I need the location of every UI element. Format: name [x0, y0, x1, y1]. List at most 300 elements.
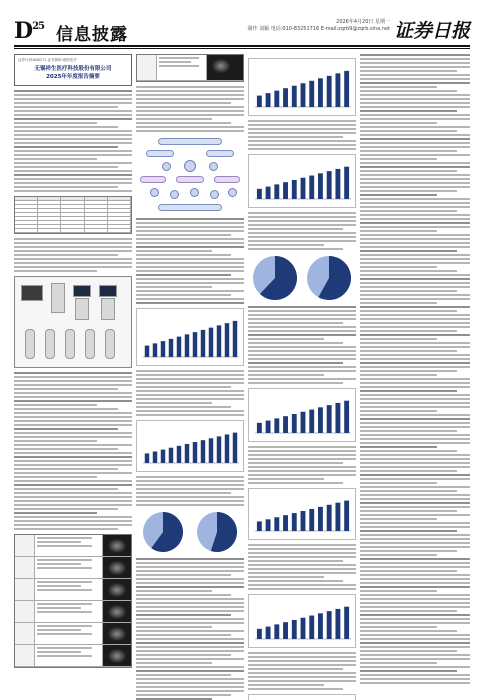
text-line: [360, 170, 457, 172]
text-line: [360, 178, 470, 180]
header-meta: [220, 19, 390, 33]
text-line: [136, 480, 244, 482]
text-line: [248, 232, 356, 234]
probe-image: [45, 329, 55, 359]
bar: [292, 86, 297, 107]
bar: [344, 501, 349, 531]
text-line: [360, 174, 470, 176]
text-line: [14, 472, 132, 474]
bar: [327, 505, 332, 531]
text-line: [360, 406, 470, 408]
text-line: [360, 634, 470, 636]
text-line: [360, 614, 470, 616]
text-line: [360, 558, 470, 560]
table-cell: [61, 217, 84, 220]
text-line: [360, 362, 470, 364]
text-line: [360, 682, 470, 684]
text-line: [136, 590, 212, 592]
text-line: [360, 646, 470, 648]
text-line: [360, 334, 470, 336]
text-line: [14, 266, 132, 268]
bar-chart: [248, 388, 356, 442]
text-line: [360, 574, 470, 576]
text-line: [136, 390, 244, 392]
text-line: [14, 262, 132, 264]
bar: [201, 330, 205, 357]
text-line: [136, 270, 244, 272]
table-cell: [61, 205, 84, 208]
text-line: [136, 126, 244, 128]
text-line: [136, 374, 244, 376]
text-line: [248, 680, 356, 682]
text-line: [14, 396, 132, 398]
body-text-block: [136, 476, 244, 506]
bar: [344, 71, 349, 107]
text-line: [360, 638, 470, 640]
text-line: [360, 538, 470, 540]
table-cell: [38, 225, 61, 228]
text-line: [248, 314, 356, 316]
text-line: [360, 390, 457, 392]
text-line: [248, 370, 356, 372]
bar: [209, 328, 213, 357]
text-line: [14, 270, 97, 272]
text-line: [360, 314, 470, 316]
text-line: [360, 162, 470, 164]
text-line: [360, 230, 437, 232]
bar: [301, 83, 306, 107]
text-line: [136, 262, 244, 264]
text-line: [360, 54, 470, 56]
bar: [193, 442, 197, 463]
bar-chart-plot: [249, 489, 355, 539]
table-cell: [15, 601, 35, 622]
text-line: [360, 434, 470, 436]
text-line: [248, 684, 324, 686]
text-line: [360, 274, 470, 276]
text-line: [360, 294, 470, 296]
text-line: [136, 298, 244, 300]
text-line: [248, 326, 356, 328]
table-row: [15, 557, 131, 579]
probe-image: [25, 329, 35, 359]
text-line: [248, 330, 356, 332]
text-line: [248, 358, 356, 360]
bar: [335, 403, 340, 433]
clinical-image-table: [136, 54, 244, 82]
text-line: [14, 400, 132, 402]
text-line: [136, 258, 244, 260]
text-line: [136, 626, 212, 628]
text-line: [248, 236, 356, 238]
text-line: [136, 294, 231, 296]
text-line: [14, 242, 132, 244]
text-line: [136, 674, 231, 676]
text-line: [248, 672, 356, 674]
text-line: [360, 342, 470, 344]
text-line: [14, 516, 132, 518]
text-line: [136, 110, 244, 112]
text-line: [136, 114, 244, 116]
probe-image: [85, 329, 95, 359]
text-line: [136, 406, 231, 408]
text-line: [136, 670, 244, 672]
text-line: [136, 634, 231, 636]
text-line: [14, 460, 132, 462]
text-line: [14, 428, 118, 430]
bar: [327, 171, 332, 199]
text-line: [360, 374, 437, 376]
text-line: [14, 520, 132, 522]
text-line: [248, 240, 356, 242]
text-line: [14, 94, 132, 96]
text-line: [248, 322, 343, 324]
text-line: [360, 378, 470, 380]
bar-chart: [248, 154, 356, 208]
text-line: [248, 374, 324, 376]
text-line: [248, 334, 356, 336]
text-line: [136, 370, 244, 372]
ultrasound-scan-image: [103, 557, 131, 578]
text-line: [136, 238, 244, 240]
text-line: [360, 426, 470, 428]
bar: [233, 321, 237, 357]
bar: [335, 73, 340, 107]
text-line: [248, 224, 356, 226]
column-3: [248, 54, 356, 700]
text-line: [14, 508, 118, 510]
text-line: [360, 78, 470, 80]
table-cell: [108, 221, 131, 224]
text-line: [360, 298, 470, 300]
text-line: [136, 222, 244, 224]
text-line: [136, 606, 244, 608]
text-line: [360, 386, 470, 388]
bar: [225, 323, 229, 357]
text-line: [14, 174, 132, 176]
table-cell: [15, 213, 38, 216]
text-line: [136, 122, 231, 124]
bar: [266, 421, 271, 433]
text-line: [14, 250, 132, 252]
text-line: [360, 210, 457, 212]
text-line: [360, 422, 470, 424]
text-line: [360, 502, 470, 504]
text-line: [14, 150, 132, 152]
text-line: [360, 654, 470, 656]
table-cell: [15, 645, 35, 666]
text-line: [136, 610, 244, 612]
text-line: [14, 500, 132, 502]
text-line: [360, 258, 470, 260]
table-row: [15, 229, 131, 233]
text-line: [14, 524, 132, 526]
text-line: [360, 582, 470, 584]
text-line: [360, 270, 457, 272]
text-line: [136, 492, 231, 494]
table-row: [15, 623, 131, 645]
text-line: [360, 218, 470, 220]
text-line: [360, 470, 457, 472]
text-line: [360, 602, 470, 604]
text-line: [360, 306, 470, 308]
text-line: [360, 662, 437, 664]
text-line: [248, 544, 356, 546]
text-line: [248, 458, 356, 460]
text-line: [136, 666, 244, 668]
bar-chart: [248, 594, 356, 648]
pie-chart-pair: [136, 510, 244, 554]
text-line: [136, 638, 244, 640]
bar: [335, 169, 340, 199]
text-line: [136, 658, 244, 660]
text-line: [136, 586, 244, 588]
text-line: [136, 218, 244, 220]
bar: [301, 178, 306, 199]
text-line: [360, 418, 470, 420]
bar-chart-plot: [137, 309, 243, 365]
text-line: [248, 128, 356, 130]
table-cell: [15, 209, 38, 212]
text-line: [136, 570, 244, 572]
product-image-panel: [14, 276, 132, 368]
text-line: [136, 410, 244, 412]
text-line: [360, 622, 470, 624]
table-cell: [15, 221, 38, 224]
ultrasound-scan-image: [103, 623, 131, 644]
table-cell: [38, 229, 61, 232]
text-line: [136, 282, 244, 284]
text-line: [360, 670, 457, 672]
text-line: [14, 102, 132, 104]
text-line: [360, 350, 457, 352]
text-line: [248, 140, 356, 142]
text-line: [14, 380, 132, 382]
text-line: [360, 594, 470, 596]
text-line: [360, 650, 457, 652]
text-line: [360, 474, 470, 476]
text-line: [14, 158, 97, 160]
text-line: [136, 504, 244, 506]
bar: [283, 622, 288, 639]
body-text-block: [14, 238, 132, 272]
announcement-title-box: [14, 54, 132, 86]
text-line: [360, 490, 457, 492]
text-line: [248, 120, 356, 122]
text-line: [136, 582, 244, 584]
text-line: [360, 154, 470, 156]
text-line: [360, 74, 470, 76]
table-cell: [35, 579, 103, 600]
text-line: [360, 642, 470, 644]
text-line: [360, 358, 470, 360]
text-line: [360, 266, 437, 268]
text-line: [360, 518, 437, 520]
text-line: [14, 186, 118, 188]
text-line: [248, 244, 324, 246]
text-line: [248, 124, 356, 126]
bar: [257, 96, 262, 107]
text-line: [14, 440, 97, 442]
table-cell: [108, 225, 131, 228]
text-line: [248, 564, 356, 566]
text-line: [360, 446, 437, 448]
text-line: [14, 424, 132, 426]
text-line: [360, 242, 470, 244]
text-line: [136, 414, 244, 416]
text-line: [248, 584, 356, 586]
table-cell: [15, 217, 38, 220]
table-cell: [35, 645, 103, 666]
data-table: [14, 196, 132, 234]
bar: [283, 515, 288, 531]
text-line: [136, 650, 244, 652]
text-line: [360, 206, 470, 208]
header-rule-thin: [14, 48, 470, 49]
bar: [257, 521, 262, 531]
bar-chart-plot: [249, 155, 355, 207]
bar: [318, 407, 323, 433]
text-line: [14, 492, 132, 494]
bar: [283, 416, 288, 433]
bar-chart: [248, 58, 356, 116]
text-line: [360, 450, 457, 452]
text-line: [248, 228, 343, 230]
table-cell: [108, 201, 131, 204]
text-line: [14, 110, 132, 112]
table-cell: [15, 623, 35, 644]
text-line: [360, 626, 437, 628]
report-title: 2025年年度报告摘要: [46, 74, 100, 80]
text-line: [14, 432, 132, 434]
bar: [217, 436, 221, 463]
text-line: [136, 226, 244, 228]
column-1: [14, 54, 132, 672]
text-line: [14, 114, 132, 116]
text-line: [136, 90, 244, 92]
text-line: [136, 86, 244, 88]
text-line: [360, 674, 470, 676]
text-line: [360, 250, 457, 252]
table-cell: [35, 557, 103, 578]
text-line: [360, 322, 470, 324]
text-line: [136, 246, 244, 248]
text-line: [248, 664, 356, 666]
text-line: [360, 618, 470, 620]
text-line: [360, 262, 470, 264]
text-line: [136, 476, 244, 478]
text-line: [360, 382, 470, 384]
bar: [309, 81, 314, 107]
text-line: [360, 534, 470, 536]
bar: [309, 410, 314, 433]
table-cell: [85, 217, 108, 220]
text-line: [248, 362, 343, 364]
text-line: [360, 82, 470, 84]
stock-code-line: 证券代码:688271 证券简称:联影医疗: [18, 58, 77, 62]
text-line: [14, 420, 132, 422]
text-line: [360, 658, 470, 660]
table-cell: [108, 205, 131, 208]
table-cell: [85, 201, 108, 204]
text-line: [14, 162, 132, 164]
bar: [335, 503, 340, 531]
text-line: [248, 136, 343, 138]
text-line: [136, 682, 244, 684]
table-cell: [38, 217, 61, 220]
table-cell: [38, 213, 61, 216]
header-rule: [14, 45, 470, 47]
page-header: [14, 16, 470, 46]
text-line: [360, 482, 437, 484]
body-text-block: [248, 544, 356, 590]
table-cell: [15, 229, 38, 232]
bar-chart: [248, 694, 356, 700]
text-line: [360, 126, 470, 128]
text-line: [248, 346, 356, 348]
text-line: [136, 274, 231, 276]
device-image: [21, 285, 43, 301]
bar: [257, 423, 262, 433]
table-cell: [85, 197, 108, 200]
table-cell: [38, 197, 61, 200]
text-line: [360, 466, 470, 468]
text-line: [360, 394, 470, 396]
text-line: [248, 560, 343, 562]
text-line: [248, 310, 356, 312]
text-line: [360, 202, 470, 204]
text-line: [14, 444, 132, 446]
text-line: [248, 568, 356, 570]
table-cell: [61, 209, 84, 212]
text-line: [14, 416, 132, 418]
text-line: [248, 342, 343, 344]
text-line: [136, 488, 244, 490]
bar: [274, 184, 279, 199]
text-line: [136, 242, 244, 244]
text-line: [14, 166, 118, 168]
text-line: [360, 98, 470, 100]
bar: [301, 618, 306, 639]
bar-chart-plot: [249, 389, 355, 441]
bar: [327, 611, 332, 639]
bar: [209, 438, 213, 463]
text-line: [360, 514, 470, 516]
bar: [217, 325, 221, 357]
text-line: [360, 430, 457, 432]
text-line: [248, 220, 356, 222]
text-line: [136, 662, 212, 664]
text-line: [248, 446, 356, 448]
bar: [318, 613, 323, 639]
bar: [309, 176, 314, 199]
text-line: [360, 110, 457, 112]
bar: [266, 187, 271, 199]
bar: [301, 412, 306, 433]
text-line: [360, 486, 470, 488]
pie-chart: [195, 510, 239, 554]
column-2: [136, 54, 244, 700]
body-text-block: [14, 90, 132, 192]
text-line: [360, 606, 470, 608]
text-line: [136, 558, 244, 560]
bar: [274, 517, 279, 531]
text-line: [14, 376, 132, 378]
text-line: [360, 186, 470, 188]
bar: [318, 78, 323, 107]
ultrasound-scan-image: [103, 601, 131, 622]
device-image: [101, 298, 115, 320]
